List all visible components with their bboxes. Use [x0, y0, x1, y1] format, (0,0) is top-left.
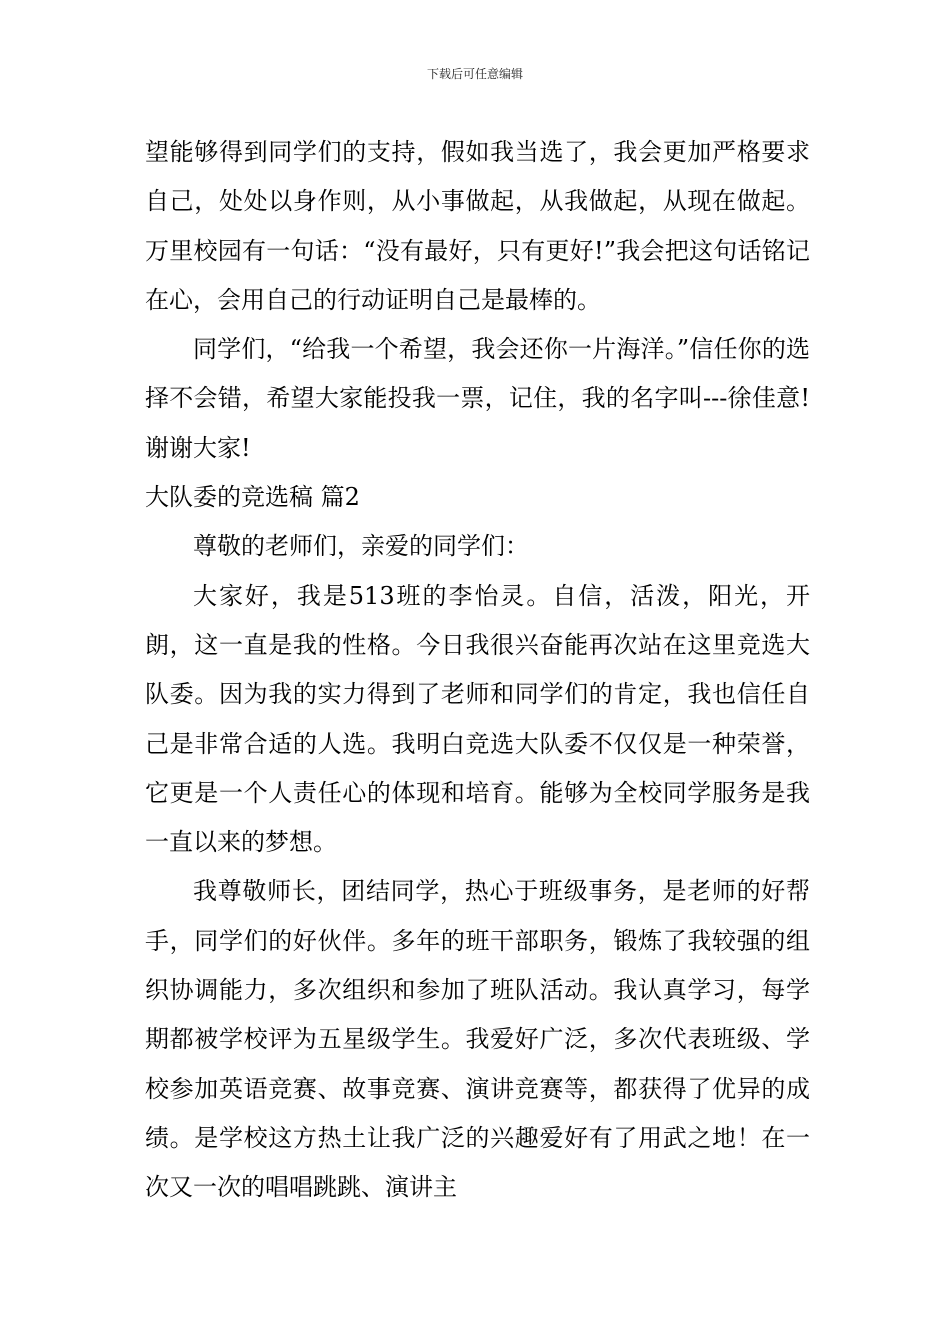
paragraph-1: 望能够得到同学们的支持，假如我当选了，我会更加严格要求自己，处处以身作则，从小事做起，从我做起，从现在做起。万里校园有一句话：“没有最好，只有更好!”我会把这句话铭记在心，会用自己的行动证明自己是最棒的。 — [145, 138, 810, 314]
document-body — [145, 128, 810, 1213]
section-title: 大队委的竞选稿 篇2 — [145, 483, 360, 512]
paragraph-2: 同学们，“给我一个希望，我会还你一片海洋。”信任你的选择不会错，希望大家能投我一票，记住，我的名字叫---徐佳意!谢谢大家! — [145, 335, 810, 462]
header-note: 下载后可任意编辑 — [426, 67, 523, 81]
paragraph-4: 我尊敬师长，团结同学，热心于班级事务，是老师的好帮手，同学们的好伙伴。多年的班干部职务，锻炼了我较强的组织协调能力，多次组织和参加了班队活动。我认真学习，每学期都被学校评为五星级学生。我爱好广泛，多次代表班级、学校参加英语竞赛、故事竞赛、演讲竞赛等，都获得了优异的成绩。是学校这方热土让我广泛的兴趣爱好有了用武之地！在一次又一次的唱唱跳跳、演讲主 — [145, 877, 810, 1202]
paragraph-3: 大家好，我是513班的李怡灵。自信，活泼，阳光，开朗，这一直是我的性格。今日我很兴奋能再次站在这里竞选大队委。因为我的实力得到了老师和同学们的肯定，我也信任自己是非常合适的人选。我明白竞选大队委不仅仅是一种荣誉，它更是一个人责任心的体现和培育。能够为全校同学服务是我一直以来的梦想。 — [145, 581, 810, 857]
paragraph-salutation: 尊敬的老师们，亲爱的同学们： — [193, 532, 529, 561]
